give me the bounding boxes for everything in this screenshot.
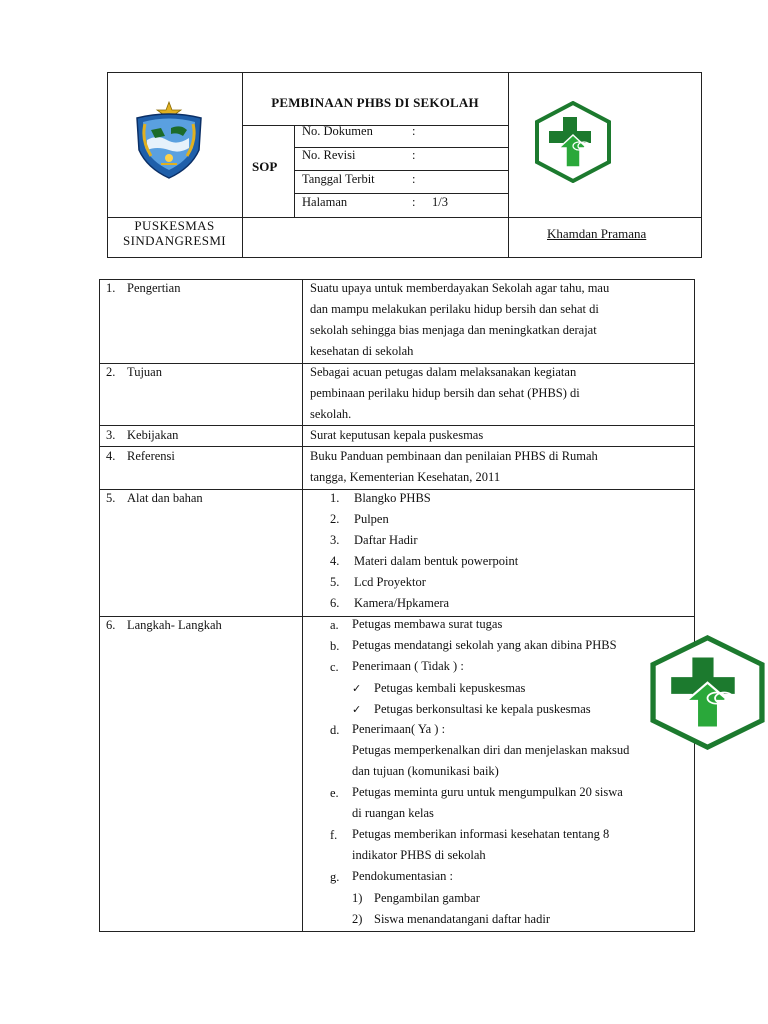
step-text-line: Petugas memperkenalkan diri dan menjelaskan maksud [352,743,630,757]
checkmark-icon: ✓ [352,682,362,695]
meta-label: Halaman [302,195,348,209]
meta-label: No. Revisi [302,148,356,162]
step-text-line: indikator PHBS di sekolah [352,848,486,862]
document-title: PEMBINAAN PHBS DI SEKOLAH [271,95,479,110]
section-label: Referensi [127,449,175,463]
step-text-line: di ruangan kelas [352,806,434,820]
section-text-line: pembinaan perilaku hidup bersih dan sehat (PHBS) di [310,386,580,400]
section-label: Kebijakan [127,428,179,442]
check-item: Petugas berkonsultasi ke kepala puskesmas [374,702,591,716]
sop-label: SOP [252,159,278,174]
section-text-line: Buku Panduan pembinaan dan penilaian PHBS di Rumah [310,449,598,463]
section-number: 1. [106,281,116,295]
list-item: Kamera/Hpkamera [354,596,450,610]
step-letter: a. [330,618,339,632]
section-number: 4. [106,449,116,463]
meta-colon: : [412,124,416,138]
section-number: 5. [106,491,116,505]
header-divider [294,125,295,217]
step-letter: d. [330,723,340,737]
step-letter: e. [330,786,339,800]
step-text: Pendokumentasian : [352,869,454,883]
section-number: 6. [106,618,116,632]
list-item: Materi dalam bentuk powerpoint [354,554,519,568]
signatory-name: Khamdan Pramana [547,226,647,241]
sub-item-number: 1) [352,891,363,905]
section-text-line: Surat keputusan kepala puskesmas [310,428,484,442]
step-letter: f. [330,828,338,842]
step-text: Petugas membawa surat tugas [352,617,503,631]
section-label: Langkah- Langkah [127,618,222,632]
step-letter: c. [330,660,339,674]
section-label: Alat dan bahan [127,491,203,505]
step-text: Penerimaan( Ya ) : [352,722,446,736]
sub-item: Pengambilan gambar [374,891,480,905]
org-name [107,218,242,248]
list-item-number: 5. [330,575,340,589]
table-divider [99,489,695,490]
meta-label: No. Dokumen [302,124,373,138]
step-text-line: dan tujuan (komunikasi baik) [352,764,499,778]
step-letter: b. [330,639,340,653]
checkmark-icon: ✓ [352,703,362,716]
section-label: Tujuan [127,365,162,379]
org-line-2: SINDANGRESMI [122,233,227,248]
check-item: Petugas kembali kepuskesmas [374,681,526,695]
sub-item: Siswa menandatangani daftar hadir [374,912,550,926]
list-item: Daftar Hadir [354,533,418,547]
step-text: Petugas mendatangi sekolah yang akan dibina PHBS [352,638,617,652]
section-number: 2. [106,365,116,379]
section-text-line: kesehatan di sekolah [310,344,414,358]
list-item-number: 4. [330,554,340,568]
org-line-1: PUSKESMAS [134,218,215,233]
header-divider [294,193,508,194]
meta-value: 1/3 [432,195,448,209]
meta-colon: : [412,195,416,209]
section-text-line: dan mampu melakukan perilaku hidup bersih dan sehat di [310,302,599,316]
header-divider [508,72,509,258]
meta-colon: : [412,172,416,186]
section-text-line: sekolah. [310,407,352,421]
table-divider [302,279,303,932]
puskesmas-logo-large-icon [647,635,768,750]
list-item: Lcd Proyektor [354,575,426,589]
list-item: Blangko PHBS [354,491,431,505]
header-divider [294,170,508,171]
regional-seal-icon [131,100,207,180]
list-item: Pulpen [354,512,389,526]
step-letter: g. [330,870,340,884]
header-divider [242,125,508,126]
list-item-number: 1. [330,491,340,505]
meta-label: Tanggal Terbit [302,172,375,186]
list-item-number: 2. [330,512,340,526]
step-text: Penerimaan ( Tidak ) : [352,659,464,673]
section-label: Pengertian [127,281,181,295]
puskesmas-logo-icon [533,101,613,183]
step-text-line: Petugas meminta guru untuk mengumpulkan 20 siswa [352,785,623,799]
list-item-number: 6. [330,596,340,610]
section-number: 3. [106,428,116,442]
section-text-line: Suatu upaya untuk memberdayakan Sekolah agar tahu, mau [310,281,610,295]
section-text-line: tangga, Kementerian Kesehatan, 2011 [310,470,501,484]
section-text-line: sekolah sehingga bias menjaga dan meningkatkan derajat [310,323,597,337]
sub-item-number: 2) [352,912,363,926]
step-text-line: Petugas memberikan informasi kesehatan tentang 8 [352,827,610,841]
meta-colon: : [412,148,416,162]
section-text-line: Sebagai acuan petugas dalam melaksanakan kegiatan [310,365,577,379]
list-item-number: 3. [330,533,340,547]
